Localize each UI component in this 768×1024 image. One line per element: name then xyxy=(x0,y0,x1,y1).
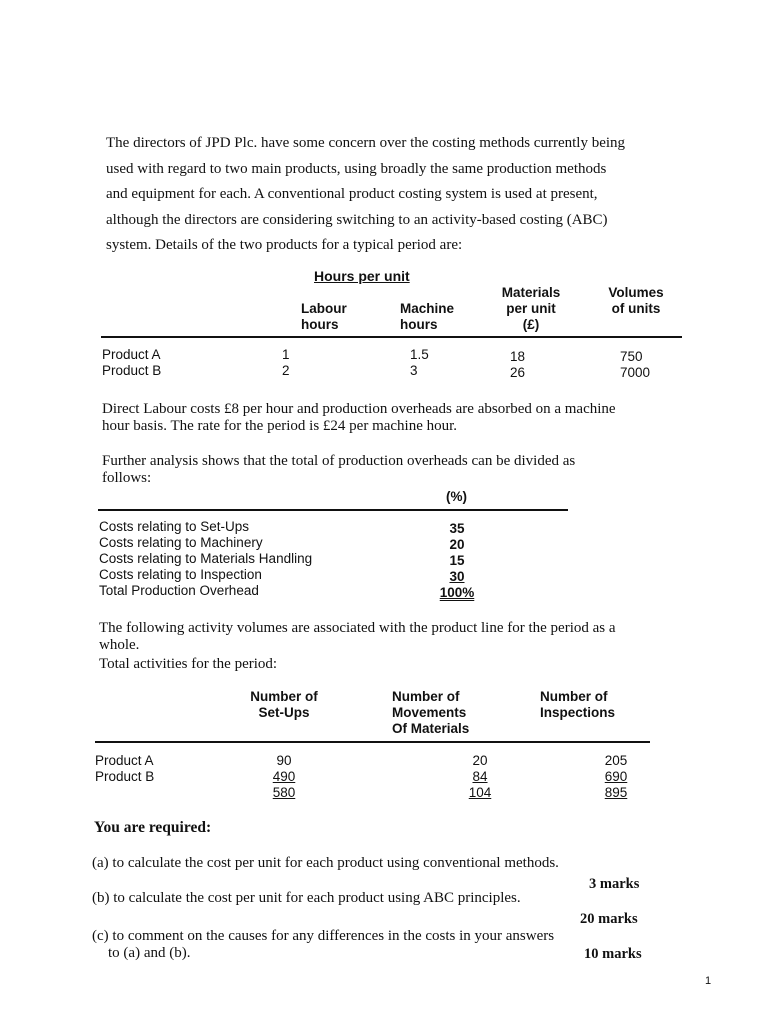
overhead-labels xyxy=(99,519,312,599)
labour-cost-paragraph: Direct Labour costs £8 per hour and production overheads are absorbed on a machine hour basis. The rate for the period is £24 per machine hour. xyxy=(102,401,616,434)
table1-labour-col: 1 2 xyxy=(282,347,290,378)
table2-rule xyxy=(98,509,568,511)
page-number: 1 xyxy=(705,975,712,987)
activity-paragraph: The following activity volumes are associated with the product line for the period as a whole. Total activities for the period: xyxy=(99,620,616,672)
movements-header: Number of Movements Of Materials xyxy=(392,689,470,736)
percent-header: (%) xyxy=(446,489,467,504)
table1-rule xyxy=(101,336,682,338)
inspections-header: Number of Inspections xyxy=(540,689,616,720)
table3-inspections-col: 205 690 895 xyxy=(604,753,628,800)
table1-materials-col: 18 26 xyxy=(510,349,526,380)
list-item: Costs relating to Inspection xyxy=(99,567,262,582)
labour-hours-header: Labour hours xyxy=(301,301,347,332)
machine-hours-header: Machine hours xyxy=(400,301,455,332)
table3-rule xyxy=(95,741,650,743)
overhead-values: 35 20 15 30 100% xyxy=(439,521,475,600)
intro-line: The directors of JPD Plc. have some concern over the costing methods currently being xyxy=(106,135,626,151)
question-b-marks: 20 marks xyxy=(580,911,638,927)
question-a: (a) to calculate the cost per unit for each product using conventional methods. xyxy=(92,855,559,871)
table-row-label: Product A xyxy=(95,753,154,768)
intro-line: although the directors are considering switching to an activity-based costing (ABC) xyxy=(106,211,608,228)
hours-per-unit-header: Hours per unit xyxy=(314,268,410,284)
table3-movements-col: 20 84 104 xyxy=(468,753,492,800)
table-row-label: Product B xyxy=(102,363,162,378)
table1-machine-col: 1.5 3 xyxy=(410,347,429,378)
intro-paragraph xyxy=(106,131,706,259)
materials-header: Materials per unit (£) xyxy=(501,285,561,332)
list-item: Total Production Overhead xyxy=(99,583,259,598)
table3-setups-col: 90 490 580 xyxy=(272,753,296,800)
question-a-marks: 3 marks xyxy=(589,876,640,892)
required-heading: You are required: xyxy=(94,819,212,836)
question-c-marks: 10 marks xyxy=(584,946,642,962)
volumes-header: Volumes of units xyxy=(608,285,664,316)
list-item: Costs relating to Materials Handling xyxy=(99,551,313,566)
question-b: (b) to calculate the cost per unit for each product using ABC principles. xyxy=(92,890,521,906)
analysis-paragraph: Further analysis shows that the total of production overheads can be divided as follows: xyxy=(102,453,576,486)
intro-line: system. Details of the two products for a typical period are: xyxy=(106,237,463,253)
intro-line: used with regard to two main products, using broadly the same production methods xyxy=(106,160,607,177)
intro-line: and equipment for each. A conventional product costing system is used at present, xyxy=(106,186,598,202)
setups-header: Number of Set-Ups xyxy=(250,689,318,720)
question-c-cont: to (a) and (b). xyxy=(108,945,191,961)
table3-product-col xyxy=(95,753,154,785)
question-c: (c) to comment on the causes for any differences in the costs in your answers xyxy=(92,928,555,944)
list-item: Costs relating to Set-Ups xyxy=(99,519,250,534)
table1-volumes-col: 750 7000 xyxy=(620,349,651,380)
table-row-label: Product A xyxy=(102,347,161,362)
table1-product-col xyxy=(102,347,161,379)
list-item: Costs relating to Machinery xyxy=(99,535,263,550)
table-row-label: Product B xyxy=(95,769,155,784)
